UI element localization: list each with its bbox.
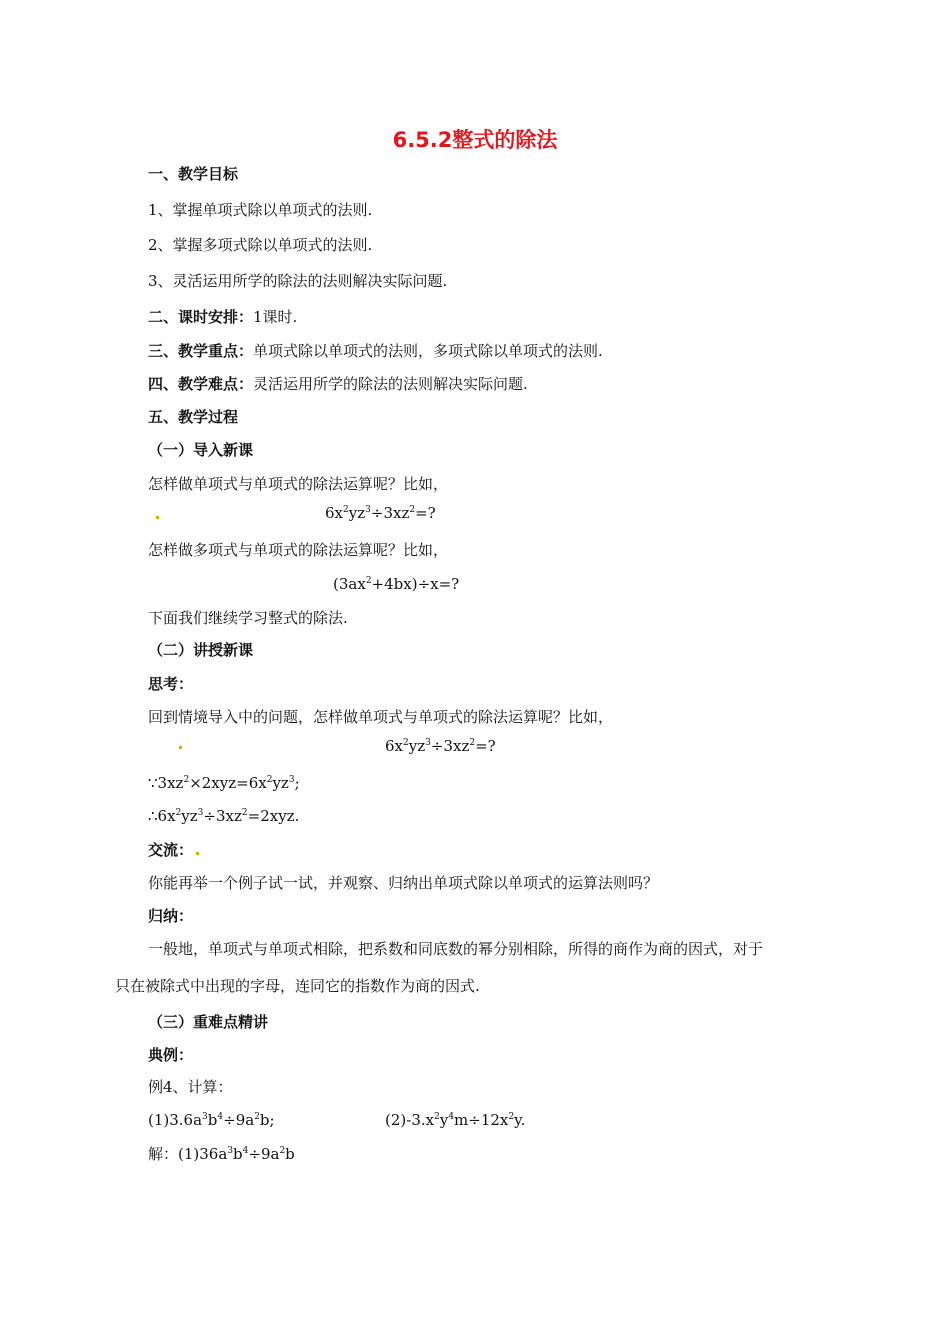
decorative-dot	[179, 746, 182, 749]
section-process-heading: 五、教学过程	[148, 408, 239, 426]
decorative-dot	[196, 852, 199, 855]
because-line: $\because 3xz^2\times 2xyz=6x^2yz^3$;	[148, 774, 300, 792]
objective-3: 3、灵活运用所学的除法的法则解决实际问题.	[148, 272, 448, 290]
example-4-title: 例4、计算：	[148, 1078, 233, 1096]
keypoint-text: 单项式除以单项式的法则，多项式除以单项式的法则.	[253, 342, 603, 360]
difficulty-line	[148, 374, 528, 394]
section-objectives-heading: 一、教学目标	[148, 165, 239, 183]
summary-line-2: 只在被除式中出现的字母，连同它的指数作为商的因式.	[115, 977, 480, 995]
therefore-line: $\therefore 6x^2yz^3\div 3xz^2=2xyz$.	[148, 807, 300, 825]
exchange-label: 交流：	[148, 841, 194, 859]
intro-equation-2: $(3ax^2+4bx)\div x=$?	[333, 575, 460, 593]
think-label: 思考：	[148, 675, 194, 693]
example-label: 典例：	[148, 1046, 194, 1064]
intro-question-2: 怎样做多项式与单项式的除法运算呢？比如，	[148, 541, 449, 559]
example-4-part-2: $(2)-3.x^2y^4m\div 12x^2y$.	[385, 1111, 526, 1129]
decorative-dot	[156, 516, 159, 519]
intro-next: 下面我们继续学习整式的除法.	[148, 609, 348, 627]
schedule-label: 二、课时安排：	[148, 308, 254, 326]
difficulty-text: 灵活运用所学的除法的法则解决实际问题.	[253, 375, 528, 393]
summary-line-1: 一般地，单项式与单项式相除，把系数和同底数的幂分别相除，所得的商作为商的因式，对于	[148, 940, 764, 958]
think-equation: $6x^2yz^3\div 3xz^2=$?	[385, 737, 496, 755]
solution-line: 解：$(1)36a^3b^4\div 9a^2b$	[148, 1145, 295, 1163]
summary-label: 归纳：	[148, 907, 194, 925]
schedule-text: 1课时.	[253, 308, 298, 326]
exchange-question: 你能再举一个例子试一试，并观察、归纳出单项式除以单项式的运算法则吗？	[148, 874, 659, 892]
think-question: 回到情境导入中的问题，怎样做单项式与单项式的除法运算呢？比如，	[148, 708, 614, 726]
intro-equation-1: $6x^2yz^3\div 3xz^2=$?	[325, 504, 436, 522]
intro-question-1: 怎样做单项式与单项式的除法运算呢？比如，	[148, 475, 449, 493]
keypoint-label: 三、教学重点：	[148, 342, 254, 360]
key-heading: （三）重难点精讲	[148, 1013, 269, 1031]
page-title: 6.5.2整式的除法	[392, 128, 558, 152]
intro-heading: （一）导入新课	[148, 441, 254, 459]
objective-1: 1、掌握单项式除以单项式的法则.	[148, 201, 373, 219]
difficulty-label: 四、教学难点：	[148, 375, 254, 393]
teach-heading: （二）讲授新课	[148, 641, 254, 659]
solution-label: 解：	[148, 1145, 179, 1163]
objective-2: 2、掌握多项式除以单项式的法则.	[148, 236, 373, 254]
example-4-part-1: $(1)3.6a^3b^4\div 9a^2b$;	[148, 1111, 275, 1129]
keypoint-line	[148, 341, 603, 361]
schedule-line	[148, 307, 297, 327]
